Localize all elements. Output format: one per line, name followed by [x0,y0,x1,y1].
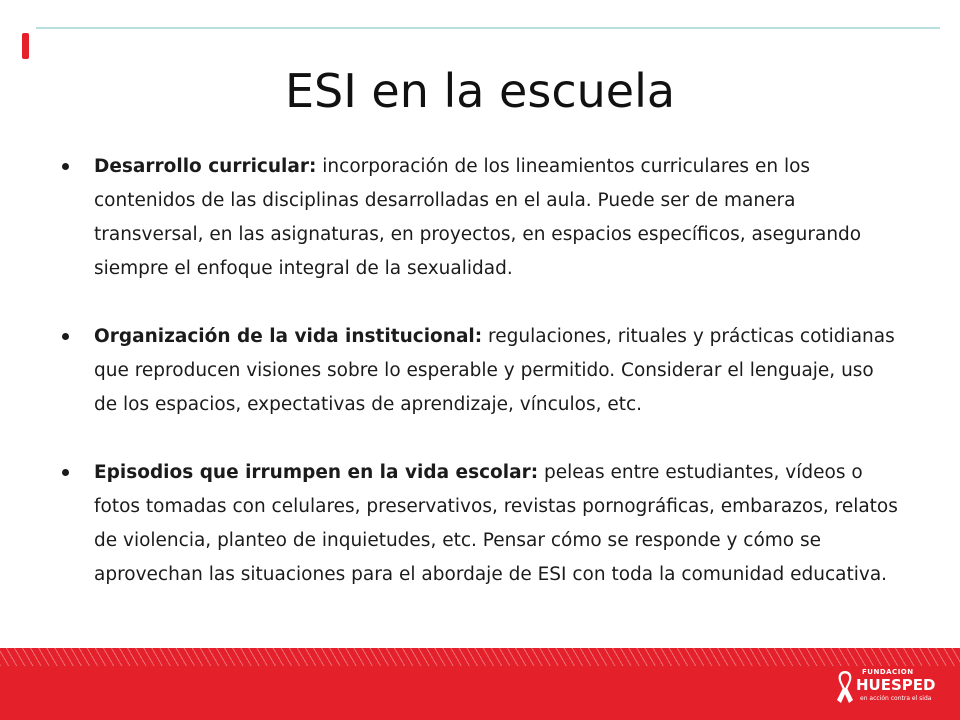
top-rule [36,27,940,29]
bullet-dot-icon [62,333,69,340]
fundacion-huesped-logo [832,666,944,712]
bullet-text: regulaciones, rituales y prácticas cotidianas que reproducen visiones sobre lo esperable y permitido. Considerar el lenguaje, uso de los espacios, expectativas de aprendizaje, vínculos, etc. [94,326,895,415]
red-ribbon-icon [832,668,858,708]
bullet-dot-icon [62,163,69,170]
bullet-text: incorporación de los lineamientos curriculares en los contenidos de las disciplinas desarrolladas en el aula. Puede ser de manera transversal, en las asignaturas, en proyectos, en espacios específicos, asegurando siempre el enfoque integral de la sexualidad. [94,156,862,279]
bullet-heading: Episodios que irrumpen en la vida escolar: [94,462,539,483]
slide-title: ESI en la escuela [284,64,676,118]
bullet-heading: Desarrollo curricular: [94,156,317,177]
footer-pattern [0,648,960,666]
bullet-item-institucional [62,320,902,422]
logo-name-text: HUESPED [856,676,936,694]
bullet-dot-icon [62,469,69,476]
bullet-item-curricular [62,150,902,286]
bullet-heading: Organización de la vida institucional: [94,326,483,347]
bullet-text: peleas entre estudiantes, vídeos o fotos tomadas con celulares, preservativos, revistas pornográficas, embarazos, relatos de violencia, planteo de inquietudes, etc. Pensar cómo se responde y cómo se aprovechan las situaciones para el abordaje de ESI con toda la comunidad educativa. [94,462,898,585]
logo-tagline-text: en acción contra el sida [860,695,932,702]
footer-bar [0,648,960,720]
logo-fundacion-text: FUNDACION [862,668,914,676]
bullet-item-episodios [62,456,902,592]
bullet-list [62,150,902,592]
